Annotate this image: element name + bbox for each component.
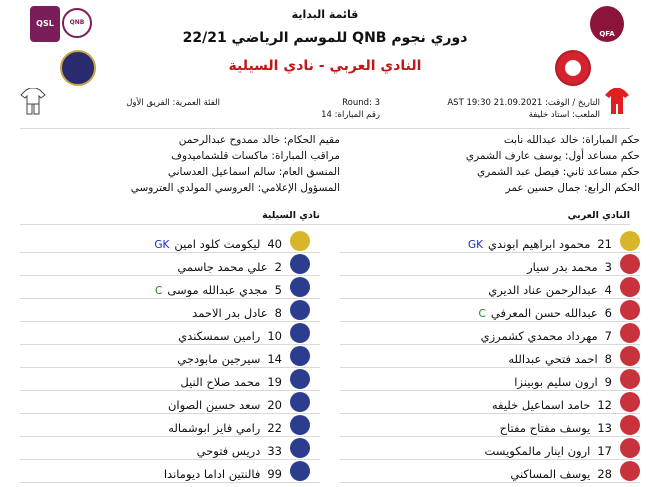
player-photo (290, 392, 310, 412)
player-name: فالنتين اداما ديوماندا (163, 467, 261, 481)
player-row (20, 299, 320, 321)
player-photo (620, 346, 640, 366)
league-title: دوري نجوم QNB للموسم الرياضي 22/21 (182, 30, 468, 46)
player-row (340, 368, 640, 390)
player-row (340, 276, 640, 298)
player-number: 4 (604, 283, 612, 297)
player-photo (290, 438, 310, 458)
player-photo (620, 300, 640, 320)
player-number: 17 (597, 444, 612, 458)
player-row (20, 437, 320, 459)
match-number: رقم المباراة: 14 (321, 110, 380, 120)
player-name: محمود ابراهيم ابوندي (488, 237, 591, 251)
player-number: 19 (267, 375, 282, 389)
player-name: دريس فتوحي (196, 444, 261, 458)
player-name: حامد اسماعيل خليفه (491, 398, 591, 412)
match-title: النادي العربي - نادي السيلية (228, 58, 422, 74)
player-name: رامين سمسكندي (178, 329, 261, 343)
player-number: 28 (597, 467, 612, 481)
player-name: عبدالله حسن المعرفي (490, 306, 598, 320)
player-row (340, 230, 640, 252)
qsl-logo: QSL (30, 6, 60, 42)
player-name: يوسف المساكني (510, 467, 591, 481)
player-photo (620, 438, 640, 458)
player-number: 22 (267, 421, 282, 435)
row-divider (340, 482, 640, 483)
al-arabi-crest-icon (555, 50, 591, 86)
player-photo (620, 231, 640, 251)
general-coordinator: المنسق العام: سالم اسماعيل العدساني (167, 166, 340, 178)
player-photo (620, 415, 640, 435)
player-number: 8 (604, 352, 612, 366)
officials-left (90, 134, 340, 198)
away-kit-icon (20, 88, 46, 116)
player-photo (290, 254, 310, 274)
referee: حكم المباراة: خالد عبدالله نابت (503, 134, 640, 146)
player-row (20, 230, 320, 252)
player-photo (290, 300, 310, 320)
player-row (20, 391, 320, 413)
player-number: 21 (597, 237, 612, 251)
player-number: 13 (597, 421, 612, 435)
player-number: 2 (274, 260, 282, 274)
player-name: احمد فتحي عبدالله (508, 352, 598, 366)
player-photo (290, 277, 310, 297)
player-number: 14 (267, 352, 282, 366)
player-row (20, 460, 320, 482)
home-kit-icon (604, 88, 630, 116)
player-row (340, 437, 640, 459)
goalkeeper-badge: GK (468, 239, 484, 251)
player-number: 8 (274, 306, 282, 320)
player-number: 10 (267, 329, 282, 343)
player-number: 6 (604, 306, 612, 320)
player-name: سعد حسين الصوان (167, 398, 261, 412)
player-name: رامي فايز ابوشماله (168, 421, 261, 435)
player-name: محمد صلاح النيل (180, 375, 261, 389)
match-stadium: الملعب: استاد خليفة (528, 110, 600, 120)
age-group: الفئة العمرية: الفريق الأول (126, 98, 220, 108)
player-number: 99 (267, 467, 282, 481)
player-photo (290, 415, 310, 435)
player-name: علي محمد جاسمي (177, 260, 268, 274)
player-photo (290, 461, 310, 481)
player-name: يوسف مفتاح مفتاح (499, 421, 591, 435)
player-number: 20 (267, 398, 282, 412)
player-photo (620, 461, 640, 481)
row-divider (20, 482, 320, 483)
player-number: 5 (274, 283, 282, 297)
player-name: سيرجين مابودجي (177, 352, 261, 366)
page-title: قائمة البداية (291, 8, 359, 21)
officials-right (390, 134, 640, 198)
player-number: 40 (267, 237, 282, 251)
player-row (340, 322, 640, 344)
player-photo (620, 323, 640, 343)
player-name: مهرداد محمدي كشمرزي (480, 329, 598, 343)
referee-assessor: مقيم الحكام: خالد ممدوح عبدالرحمن (178, 134, 340, 146)
player-name: مجدي عبدالله موسى (167, 283, 268, 297)
player-row (20, 368, 320, 390)
player-row (20, 253, 320, 275)
player-photo (290, 346, 310, 366)
divider (20, 224, 630, 225)
player-row (340, 460, 640, 482)
qnb-logo: QNB (62, 8, 92, 38)
goalkeeper-badge: GK (154, 239, 170, 251)
fourth-official: الحكم الرابع: جمال حسين عمر (505, 182, 640, 194)
media-officer: المسؤول الإعلامي: العروسي المولدي العتروسي (130, 182, 340, 194)
player-photo (620, 392, 640, 412)
captain-badge: C (155, 285, 163, 297)
player-name: عادل بدر الاحمد (192, 306, 268, 320)
home-team-name: النادي العربي (567, 210, 630, 221)
player-photo (620, 277, 640, 297)
player-name: ارون سليم بوبينزا (514, 375, 598, 389)
assistant-referee-1: حكم مساعد أول: يوسف عارف الشمري (465, 150, 640, 162)
player-row (340, 414, 640, 436)
player-row (20, 276, 320, 298)
al-sailiya-crest-icon (60, 50, 96, 86)
player-number: 33 (267, 444, 282, 458)
assistant-referee-2: حكم مساعد ثاني: فيصل عبد الشمري (476, 166, 640, 178)
captain-badge: C (478, 308, 486, 320)
player-name: ارون اينار مالمكويست (484, 444, 591, 458)
player-name: محمد بدر سيار (527, 260, 598, 274)
match-round: Round: 3 (342, 98, 380, 108)
player-number: 12 (597, 398, 612, 412)
player-photo (290, 231, 310, 251)
match-datetime: التاريخ / الوقت: 21.09.2021 19:30 AST (447, 98, 600, 108)
player-row (340, 253, 640, 275)
player-photo (290, 323, 310, 343)
player-row (340, 345, 640, 367)
away-team-name: نادي السيلية (262, 210, 320, 221)
player-photo (290, 369, 310, 389)
match-commissioner: مراقب المباراة: ماكسات قلشماميدوف (171, 150, 340, 162)
player-name: ليكومت كلود امين (174, 237, 261, 251)
player-row (340, 391, 640, 413)
divider (20, 128, 630, 129)
player-row (20, 345, 320, 367)
player-number: 3 (604, 260, 612, 274)
player-name: عبدالرحمن عناد الديري (488, 283, 598, 297)
player-number: 9 (604, 375, 612, 389)
player-row (20, 322, 320, 344)
player-photo (620, 369, 640, 389)
player-row (20, 414, 320, 436)
player-number: 7 (604, 329, 612, 343)
player-photo (620, 254, 640, 274)
qfa-logo-text: QFA (599, 30, 615, 38)
player-row (340, 299, 640, 321)
